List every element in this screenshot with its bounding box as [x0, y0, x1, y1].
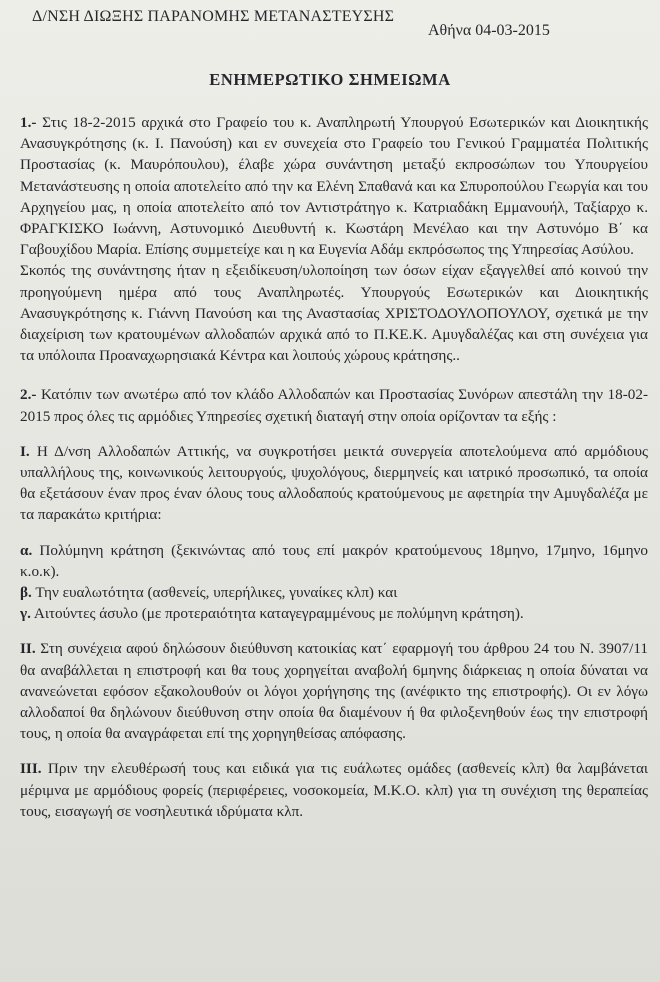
criterion-b [20, 582, 648, 603]
criterion-g [20, 603, 648, 624]
department-header: Δ/ΝΣΗ ΔΙΩΞΗΣ ΠΑΡΑΝΟΜΗΣ ΜΕΤΑΝΑΣΤΕΥΣΗΣ [32, 8, 395, 25]
section-2-text: Κατόπιν των ανωτέρω από τον κλάδο Αλλοδαπών και Προστασίας Συνόρων απεστάλη την 18-02-2015 προς όλες τις αρμόδιες Υπηρεσίες σχετική διαταγή στην οποία ορίζονταν τα εξής : [20, 386, 648, 425]
document-title: ΕΝΗΜΕΡΩΤΙΚΟ ΣΗΜΕΙΩΜΑ [209, 70, 451, 89]
criterion-b-text: Την ευαλωτότητα (ασθενείς, υπερήλικες, γυναίκες κλπ) και [35, 584, 398, 602]
criterion-g-text: Αιτούντες άσυλο (με προτεραιότητα καταγεγραμμένους με πολύμηνη κράτηση). [33, 605, 524, 623]
criterion-a-text: Πολύμηνη κράτηση (ξεκινώντας από τους επί μακρόν κρατούμενους 18μηνο, 17μηνο, 16μηνο κ.ο.κ). [20, 541, 649, 580]
criterion-a-number: α. [20, 541, 33, 559]
item-i-number: Ι. [20, 442, 30, 460]
section-1-text-2: Σκοπός της συνάντησης ήταν η εξειδίκευση/υλοποίηση των όσων είχαν εξαγγελθεί από κοινού την προηγούμενη ημέρα από τους Αναπληρωτές. Υπουργούς Εσωτερικών και Διοικητικής Ανασυγκρότησης κ. Γιάννη Πανούση και της Αναστασίας ΧΡΙΣΤΟΔΟΥΛΟΠΟΥΛΟΥ, σχετικά με την διαχείριση των κρατουμένων αλλοδαπών αρχικά από το Π.ΚΕ.Κ. Αμυγδαλέζας και στη συνέχεια για τα υπόλοιπα Προαναχωρησιακά Κέντρα και λοιπούς χώρους κράτησης.. [20, 262, 648, 365]
item-ii-text: Στη συνέχεια αφού δηλώσουν διεύθυνση κατοικίας κατ΄ εφαρμογή του άρθρου 24 του Ν. 3907/11 θα αναβάλλεται η επιστροφή και θα τους χορηγείται αναβολή 6μηνης διάρκειας η οποία δύναται να ανανεώνεται εφόσον εξακολουθούν οι λόγοι χορήγησης της (ανέφικτο της επιστροφής). Οι εν λόγω αλλοδαποί θα δηλώνουν διεύθυνση στην οποία θα διαμένουν ή θα φιλοξενηθούν έως την επιστροφή τους, η οποία θα αναγράφεται επί της χορηγηθείσας απόφασης. [20, 640, 648, 743]
item-iii-text: Πριν την ελευθέρωσή τους και ειδικά για τις ευάλωτες ομάδες (ασθενείς κλπ) θα λαμβάνεται μέριμνα με αρμόδιους φορείς (περιφέρειες, νοσοκομεία, Μ.Κ.Ο. κλπ) για τη συνέχιση της θεραπείας τους, εισαγωγή σε νοσηλευτικά ιδρύματα κλπ. [20, 760, 648, 820]
item-iii-number: ΙΙΙ. [20, 760, 42, 778]
section-1-paragraph-1 [20, 112, 648, 260]
item-iii [20, 758, 648, 822]
item-ii [20, 638, 648, 744]
item-i [20, 441, 648, 526]
section-1-text-1: Στις 18-2-2015 αρχικά στο Γραφείο του κ. Αναπληρωτή Υπουργού Εσωτερικών και Διοικητικής Ανασυγκρότησης (κ. Ι. Πανούση) και εν συνεχεία στο Γραφείο του Γενικού Γραμματέα Πολιτικής Προστασίας (κ. Μαυρόπουλου), έλαβε χώρα συνάντηση μεταξύ εκπροσώπων του Υπουργείου Μετανάστευσης η οποία αποτελείτο από την κα Ελένη Σπαθανά και κα Σπυροπούλου Γεωργία και του Αρχηγείου μας, η οποία αποτελείτο από τον Αντιστράτηγο κ. Κατριαδάκη Εμμανουήλ, Ταξίαρχο κ. ΦΡΑΓΚΙΣΚΟ Ιωάννη, Αστυνομικό Διευθυντή κ. Κωστάρη Μενέλαο και την Αστυνόμο Β΄ κα Γαβουχίδου Μαρία. Επίσης συμμετείχε και η κα Ευγενία Αδάμ εκπρόσωπος της Υπηρεσίας Ασύλου. [20, 114, 648, 259]
section-1-paragraph-2 [20, 260, 648, 366]
document-body [20, 112, 648, 822]
section-2-number: 2.- [20, 386, 37, 404]
item-i-text: Η Δ/νση Αλλοδαπών Αττικής, να συγκροτήσει μεικτά συνεργεία αποτελούμενα από αρμόδιους υπαλλήλους της, κοινωνικούς λειτουργούς, ψυχολόγους, διερμηνείς και ιατρικό προσωπικό, τα οποία θα εξετάσουν έναν προς έναν όλους τους αλλοδαπούς κρατούμενους με αφετηρία την Αμυγδαλέζα με τα παρακάτω κριτήρια: [20, 442, 648, 524]
item-ii-number: ΙΙ. [20, 640, 36, 658]
criterion-g-number: γ. [20, 605, 31, 623]
section-2-paragraph [20, 384, 648, 426]
criterion-a [20, 540, 648, 582]
criterion-b-number: β. [20, 584, 32, 602]
section-1-number: 1.- [20, 114, 37, 131]
document-date: Αθήνα 04-03-2015 [428, 22, 550, 39]
